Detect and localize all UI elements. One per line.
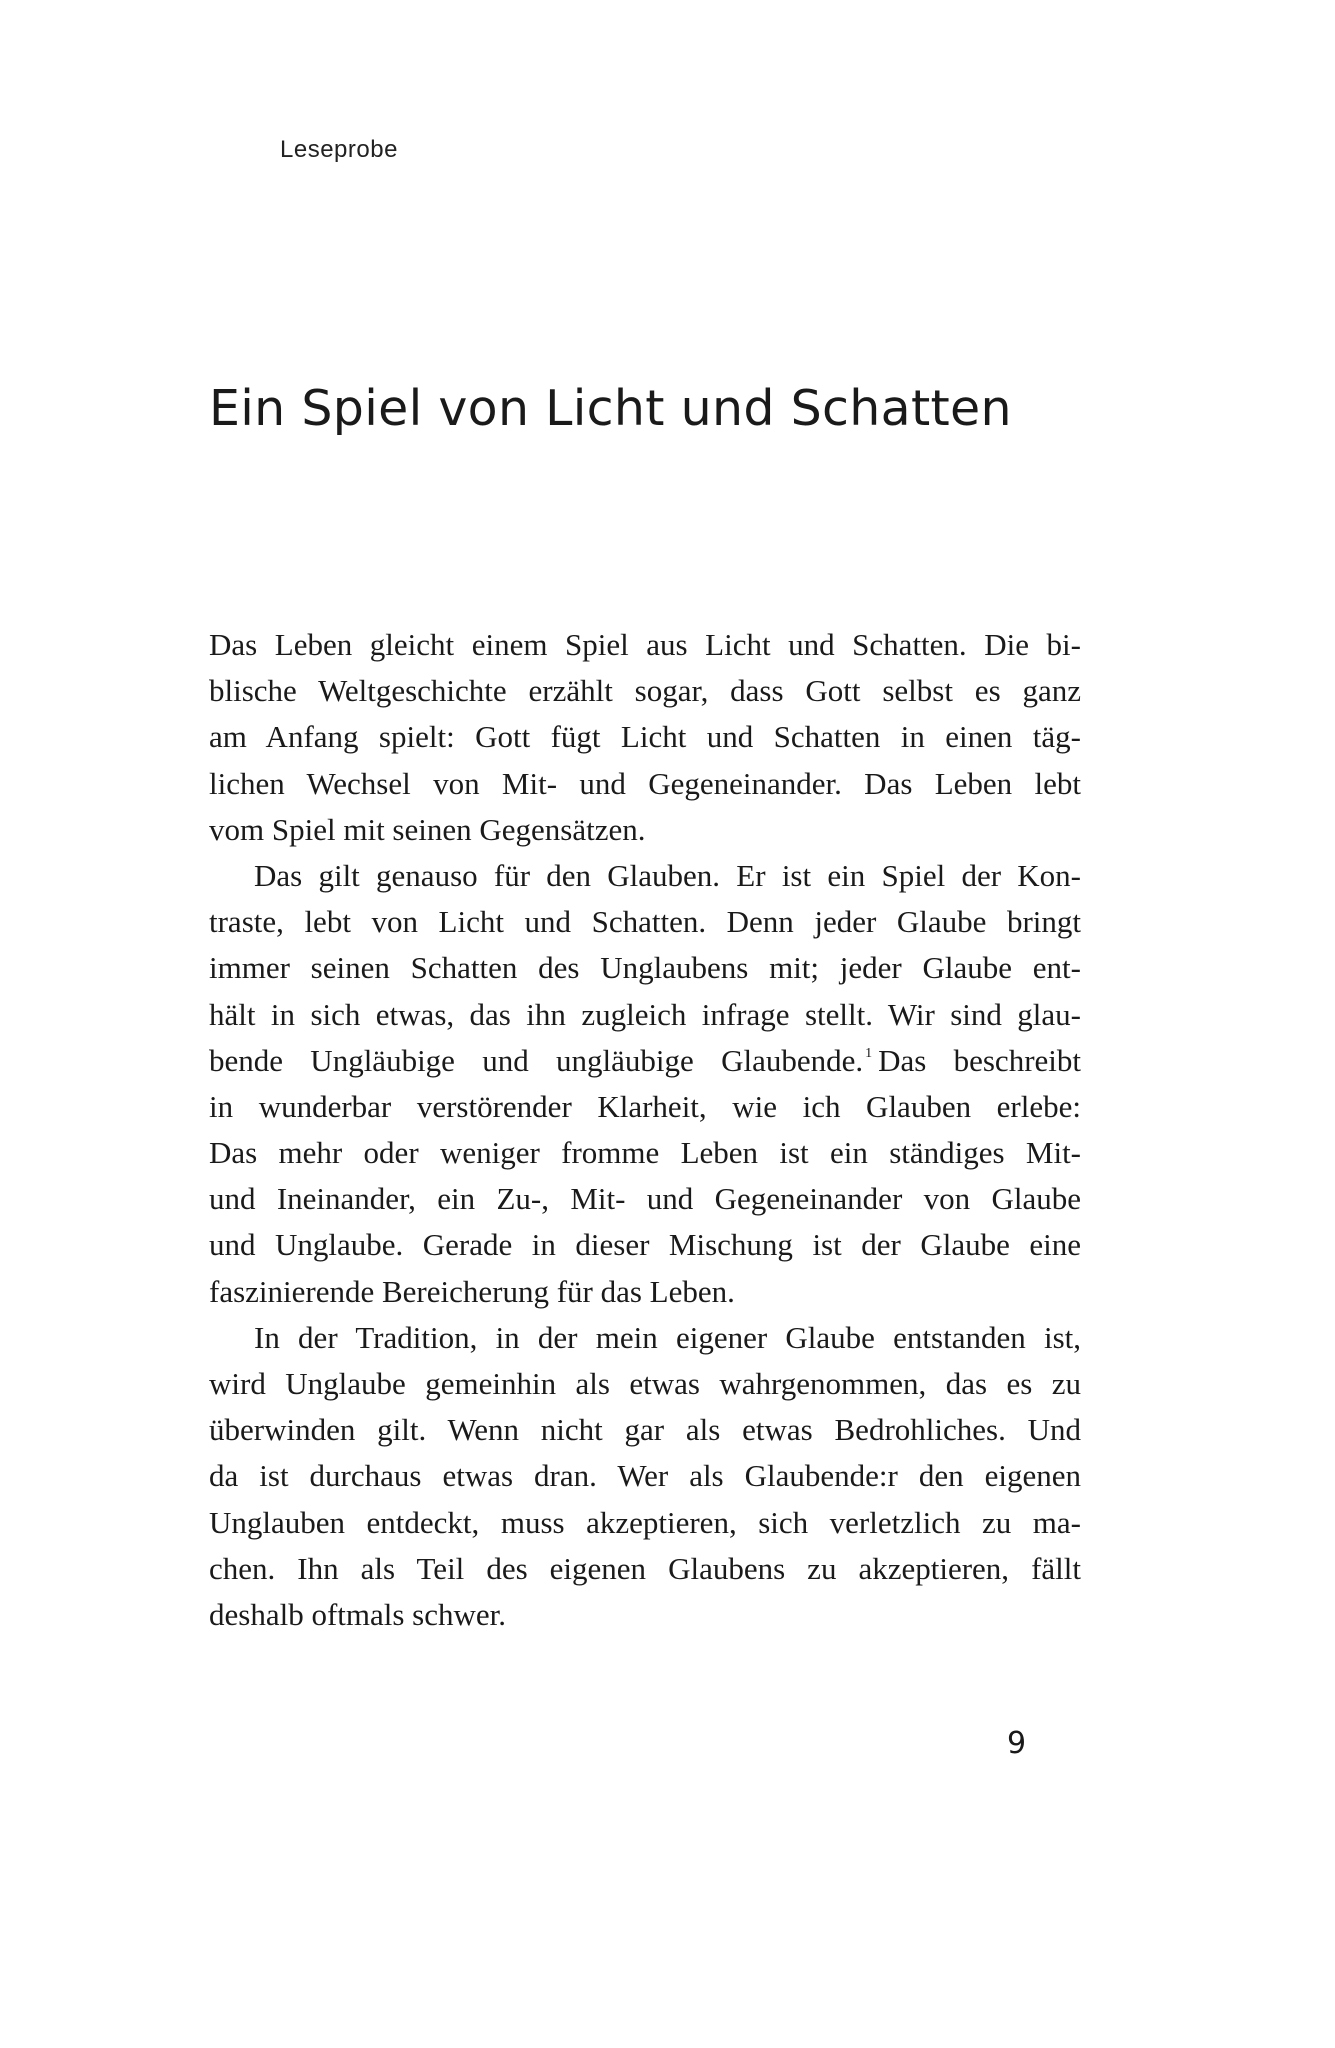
text-line: Das gilt genauso für den Glauben. Er ist ein Spiel der Kon- [254,857,1081,893]
text-line: wird Unglaube gemeinhin als etwas wahrgenommen, das es zu [209,1366,1081,1401]
text-line-with-footnote [209,1038,1081,1084]
running-header: Leseprobe [280,136,398,163]
text-line: blische Weltgeschichte erzählt sogar, dass Gott selbst es ganz [209,673,1081,709]
text-line: und Unglaube. Gerade in dieser Mischung ist der Glaube eine [209,1227,1081,1263]
text-line: vom Spiel mit seinen Gegensätzen. [209,811,646,847]
text-line: lichen Wechsel von Mit- und Gegeneinander. Das Leben lebt [209,765,1081,801]
page-number: 9 [1007,1726,1027,1761]
text-line: deshalb oftmals schwer. [209,1596,507,1632]
text-segment: Das beschreibt [878,1042,1082,1078]
footnote-reference[interactable]: 1 [865,1045,873,1061]
text-line: Das Leben gleicht einem Spiel aus Licht und Schatten. Die bi- [209,627,1081,662]
text-line: in wunderbar verstörender Klarheit, wie ich Glauben erlebe: [209,1088,1081,1124]
text-line: traste, lebt von Licht und Schatten. Denn jeder Glaube bringt [209,904,1081,940]
text-line: chen. Ihn als Teil des eigenen Glaubens zu akzeptieren, fällt [209,1550,1081,1586]
paragraph-1 [209,622,1081,853]
text-line: faszinierende Bereicherung für das Leben. [209,1273,735,1309]
body-text [209,622,1081,1638]
text-line: da ist durchaus etwas dran. Wer als Glaubende:r den eigenen [209,1458,1081,1494]
text-line: und Ineinander, ein Zu-, Mit- und Gegeneinander von Glaube [209,1181,1081,1217]
text-line: Unglauben entdeckt, muss akzeptieren, sich verletzlich zu ma- [209,1504,1081,1540]
text-line: immer seinen Schatten des Unglaubens mit; jeder Glaube ent- [209,950,1081,986]
paragraph-3 [209,1315,1081,1638]
text-line: überwinden gilt. Wenn nicht gar als etwas Bedrohliches. Und [209,1412,1081,1448]
chapter-title: Ein Spiel von Licht und Schatten [209,380,1012,437]
paragraph-2 [209,853,1081,1315]
text-segment: bende Ungläubige und ungläubige Glaubende. [209,1042,864,1078]
text-line: am Anfang spielt: Gott fügt Licht und Schatten in einen täg- [209,719,1081,755]
text-line: Das mehr oder weniger fromme Leben ist ein ständiges Mit- [209,1135,1081,1171]
text-line: hält in sich etwas, das ihn zugleich infrage stellt. Wir sind glau- [209,996,1081,1032]
text-line: In der Tradition, in der mein eigener Glaube entstanden ist, [254,1319,1081,1355]
